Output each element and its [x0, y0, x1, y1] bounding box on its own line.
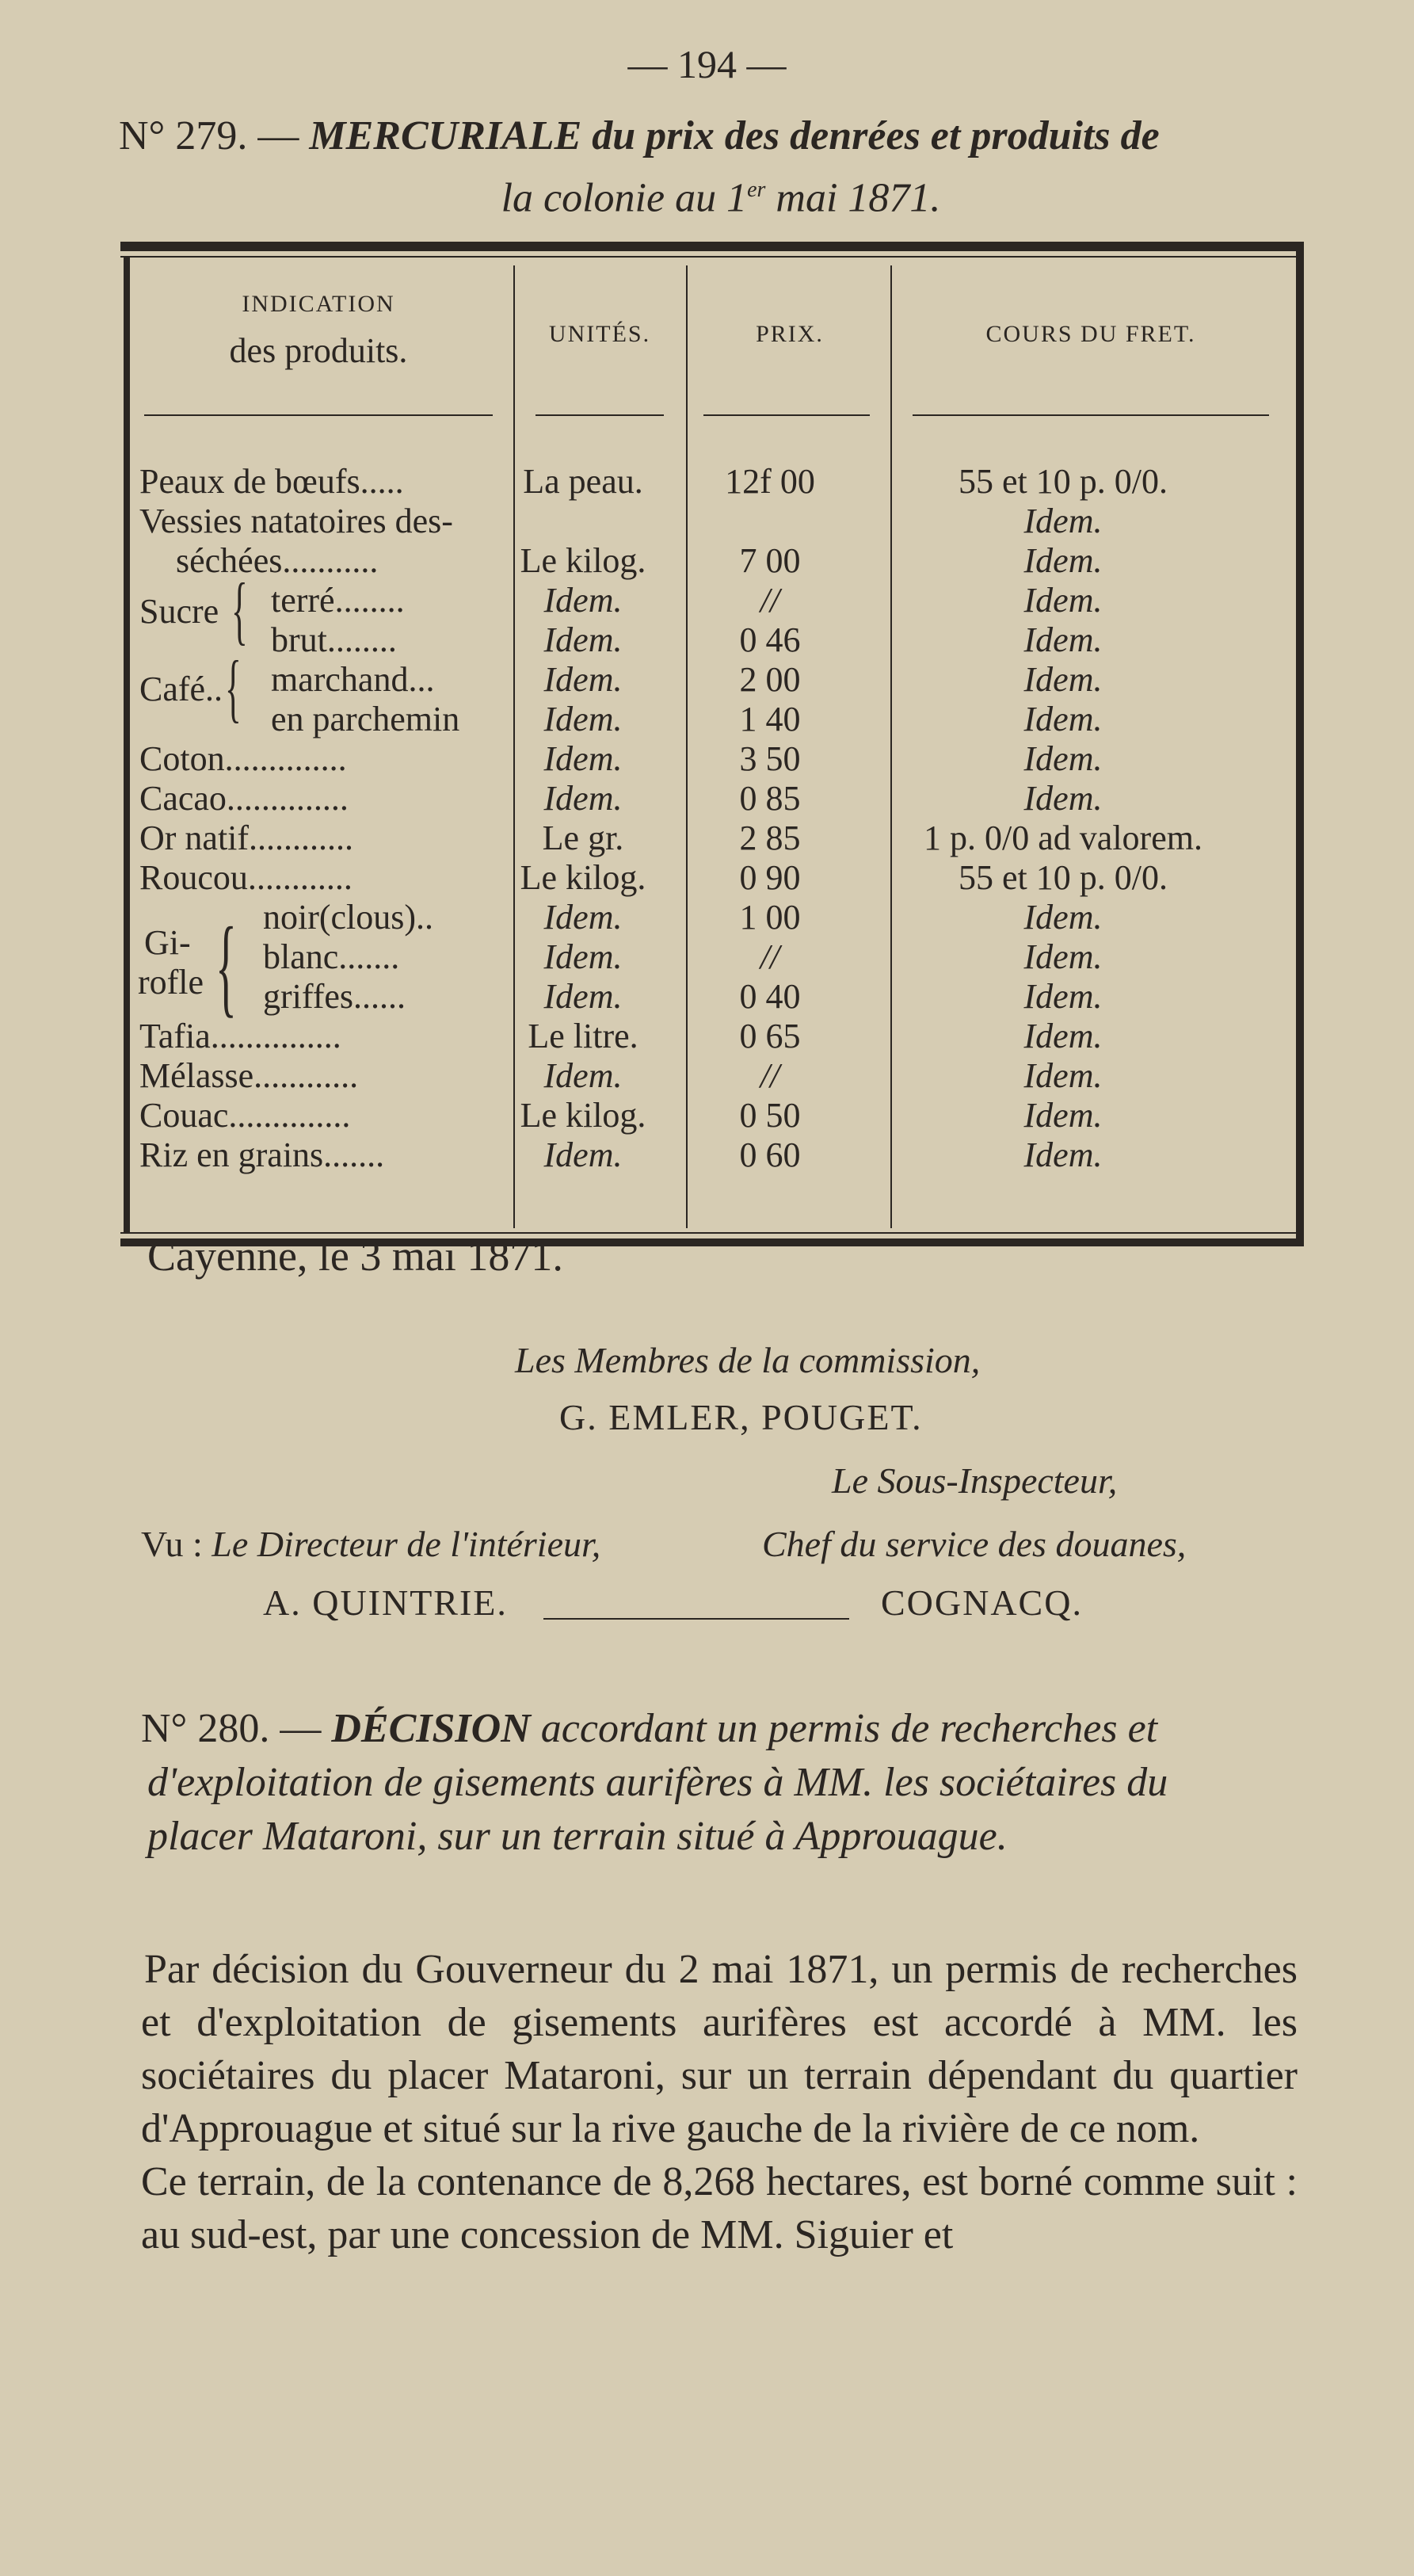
freight: 1 p. 0/0 ad valorem. [924, 819, 1202, 857]
title-line-2a: la colonie au 1 [501, 175, 748, 221]
header-cours-du-fret: COURS DU FRET. [985, 321, 1196, 347]
vu-label: Vu : [141, 1524, 212, 1564]
header-unites: UNITÉS. [548, 321, 651, 347]
unit: Le litre. [528, 1017, 638, 1055]
freight: Idem. [1023, 1096, 1103, 1135]
freight: Idem. [1023, 581, 1103, 620]
title-number: N° 279. [119, 113, 248, 158]
title-sup: er [747, 177, 766, 202]
table-top-rule [120, 242, 1304, 251]
unit: Idem. [543, 1056, 623, 1095]
group-label-girofle-1: Gi- [144, 923, 191, 962]
table-row [120, 739, 1304, 779]
unit: Idem. [543, 779, 623, 818]
header-prix: PRIX. [756, 321, 824, 347]
freight: Idem. [1023, 937, 1103, 976]
table-row [120, 502, 1304, 541]
table-row [120, 1135, 1304, 1175]
header-underline-4 [913, 414, 1269, 416]
product-name: griffes...... [263, 977, 406, 1016]
product-name: marchand... [271, 660, 435, 699]
title-line-2b: mai 1871. [765, 175, 941, 221]
product-name: terré........ [271, 581, 405, 620]
title-279 [119, 109, 1323, 225]
freight: Idem. [1023, 1135, 1103, 1174]
unit: Le kilog. [520, 541, 646, 580]
price: 12f 00 [725, 462, 815, 501]
header-underline-1 [144, 414, 493, 416]
chef-douanes-title: Chef du service des douanes, [762, 1524, 1187, 1564]
paragraph-1-text: Par décision du Gouverneur du 2 mai 1871, un permis de recherches et d'exploitation de gisements aurifères est accordé à MM. les sociétaires du placer Mataroni, sur un terrain dépendant du quartier d'Approuague et situé sur la rive gauche de la rivière de ce nom. [141, 1947, 1298, 2151]
table-row [120, 620, 1304, 660]
product-name: Riz en grains....... [139, 1135, 385, 1174]
freight: Idem. [1023, 779, 1103, 818]
heading-280-rest: accordant un permis de recherches et [530, 1706, 1158, 1751]
title-line-2 [119, 163, 1323, 225]
heading-280-word: DÉCISION [331, 1706, 531, 1751]
unit: Idem. [543, 660, 623, 699]
header-underline-2 [535, 414, 664, 416]
header-indication: INDICATION [242, 291, 395, 317]
freight: Idem. [1023, 1017, 1103, 1055]
product-name: brut........ [271, 620, 397, 659]
unit: Idem. [543, 739, 623, 778]
group-label-sucre: Sucre [139, 592, 219, 631]
table-row [120, 977, 1304, 1017]
freight: Idem. [1023, 541, 1103, 580]
commission-names: G. EMLER, POUGET. [559, 1397, 923, 1437]
unit: La peau. [523, 462, 643, 501]
product-name: en parchemin [271, 700, 460, 738]
price: // [760, 1056, 780, 1095]
group-label-girofle-2: rofle [138, 963, 204, 1002]
table-row [120, 1056, 1304, 1096]
paragraph-2 [141, 2155, 1298, 2261]
table-row [120, 462, 1304, 502]
product-name: Cacao.............. [139, 779, 349, 818]
price: 0 60 [739, 1135, 801, 1174]
brace-girofle: { [215, 905, 237, 1028]
paragraph-2-text: Ce terrain, de la contenance de 8,268 hectares, est borné comme suit : au sud-est, par une concession de MM. Siguier et [141, 2159, 1298, 2257]
freight: Idem. [1023, 977, 1103, 1016]
table-row [120, 1096, 1304, 1135]
table-row [120, 858, 1304, 898]
brace-cafe: { [225, 645, 242, 730]
commission-title: Les Membres de la commission, [515, 1340, 981, 1380]
price: 7 00 [739, 541, 801, 580]
product-name: Couac.............. [139, 1096, 351, 1135]
table-row [120, 779, 1304, 819]
unit: Le kilog. [520, 858, 646, 897]
product-name: Mélasse............ [139, 1056, 359, 1095]
heading-280-line-2: d'exploitation de gisements aurifères à MM. les sociétaires du [147, 1760, 1168, 1805]
freight: Idem. [1023, 1056, 1103, 1095]
place-date: Cayenne, le 3 mai 1871. [147, 1232, 563, 1280]
mercuriale-table [120, 242, 1304, 1246]
price: 0 85 [739, 779, 801, 818]
group-label-cafe: Café.. [139, 670, 223, 708]
header-underline-3 [703, 414, 870, 416]
table-top-rule-thin [120, 256, 1304, 258]
table-row [120, 819, 1304, 858]
unit: Idem. [543, 1135, 623, 1174]
table-row [120, 541, 1304, 581]
heading-280-number: N° 280. [141, 1706, 270, 1751]
product-name: Or natif............ [139, 819, 354, 857]
page-number: — 194 — [627, 42, 787, 86]
quintrie-signature: A. QUINTRIE. [263, 1582, 508, 1623]
section-separator [543, 1618, 849, 1620]
freight: Idem. [1023, 898, 1103, 937]
title-main: MERCURIALE [309, 113, 582, 158]
sous-inspecteur-title: Le Sous-Inspecteur, [832, 1460, 1118, 1501]
unit: Idem. [543, 977, 623, 1016]
price: 0 90 [739, 858, 801, 897]
heading-280-dash: — [269, 1706, 332, 1751]
freight: 55 et 10 p. 0/0. [959, 858, 1168, 897]
unit: Idem. [543, 700, 623, 738]
freight: Idem. [1023, 700, 1103, 738]
product-name: Roucou............ [139, 858, 353, 897]
heading-280-line-3: placer Mataroni, sur un terrain situé à Approuague. [147, 1814, 1008, 1859]
price: // [760, 937, 780, 976]
price: 1 40 [739, 700, 801, 738]
freight: Idem. [1023, 739, 1103, 778]
cognacq-signature: COGNACQ. [881, 1582, 1083, 1623]
title-dash: — [247, 113, 310, 158]
table-row [120, 1017, 1304, 1056]
brace-sucre: { [231, 567, 248, 652]
unit: Idem. [543, 898, 623, 937]
price: 0 40 [739, 977, 801, 1016]
table-row [120, 660, 1304, 700]
product-name: blanc....... [263, 937, 400, 976]
unit: Idem. [543, 620, 623, 659]
directeur-title: Le Directeur de l'intérieur, [212, 1524, 601, 1564]
product-name: Coton.............. [139, 739, 347, 778]
price: 2 85 [739, 819, 801, 857]
price: 1 00 [739, 898, 801, 937]
freight: 55 et 10 p. 0/0. [959, 462, 1168, 501]
product-name: Tafia............... [139, 1017, 341, 1055]
table-row [120, 937, 1304, 977]
product-name: Peaux de bœufs..... [139, 462, 404, 501]
heading-280 [141, 1702, 1298, 1755]
unit: Idem. [543, 581, 623, 620]
table-row [120, 898, 1304, 937]
vu-line [141, 1523, 600, 1565]
price: 0 65 [739, 1017, 801, 1055]
product-name: séchées........... [176, 541, 379, 580]
freight: Idem. [1023, 620, 1103, 659]
price: 0 50 [739, 1096, 801, 1135]
price: 0 46 [739, 620, 801, 659]
table-row [120, 700, 1304, 739]
title-rest: du prix des denrées et produits de [581, 113, 1160, 158]
table-row [120, 581, 1304, 620]
product-name: Vessies natatoires des- [139, 502, 453, 540]
price: // [760, 581, 780, 620]
unit: Le gr. [542, 819, 624, 857]
freight: Idem. [1023, 502, 1103, 540]
header-des-produits: des produits. [229, 331, 408, 370]
product-name: noir(clous).. [263, 898, 434, 937]
unit: Le kilog. [520, 1096, 646, 1135]
price: 2 00 [739, 660, 801, 699]
price: 3 50 [739, 739, 801, 778]
freight: Idem. [1023, 660, 1103, 699]
unit: Idem. [543, 937, 623, 976]
paragraph-1 [141, 1890, 1298, 2155]
